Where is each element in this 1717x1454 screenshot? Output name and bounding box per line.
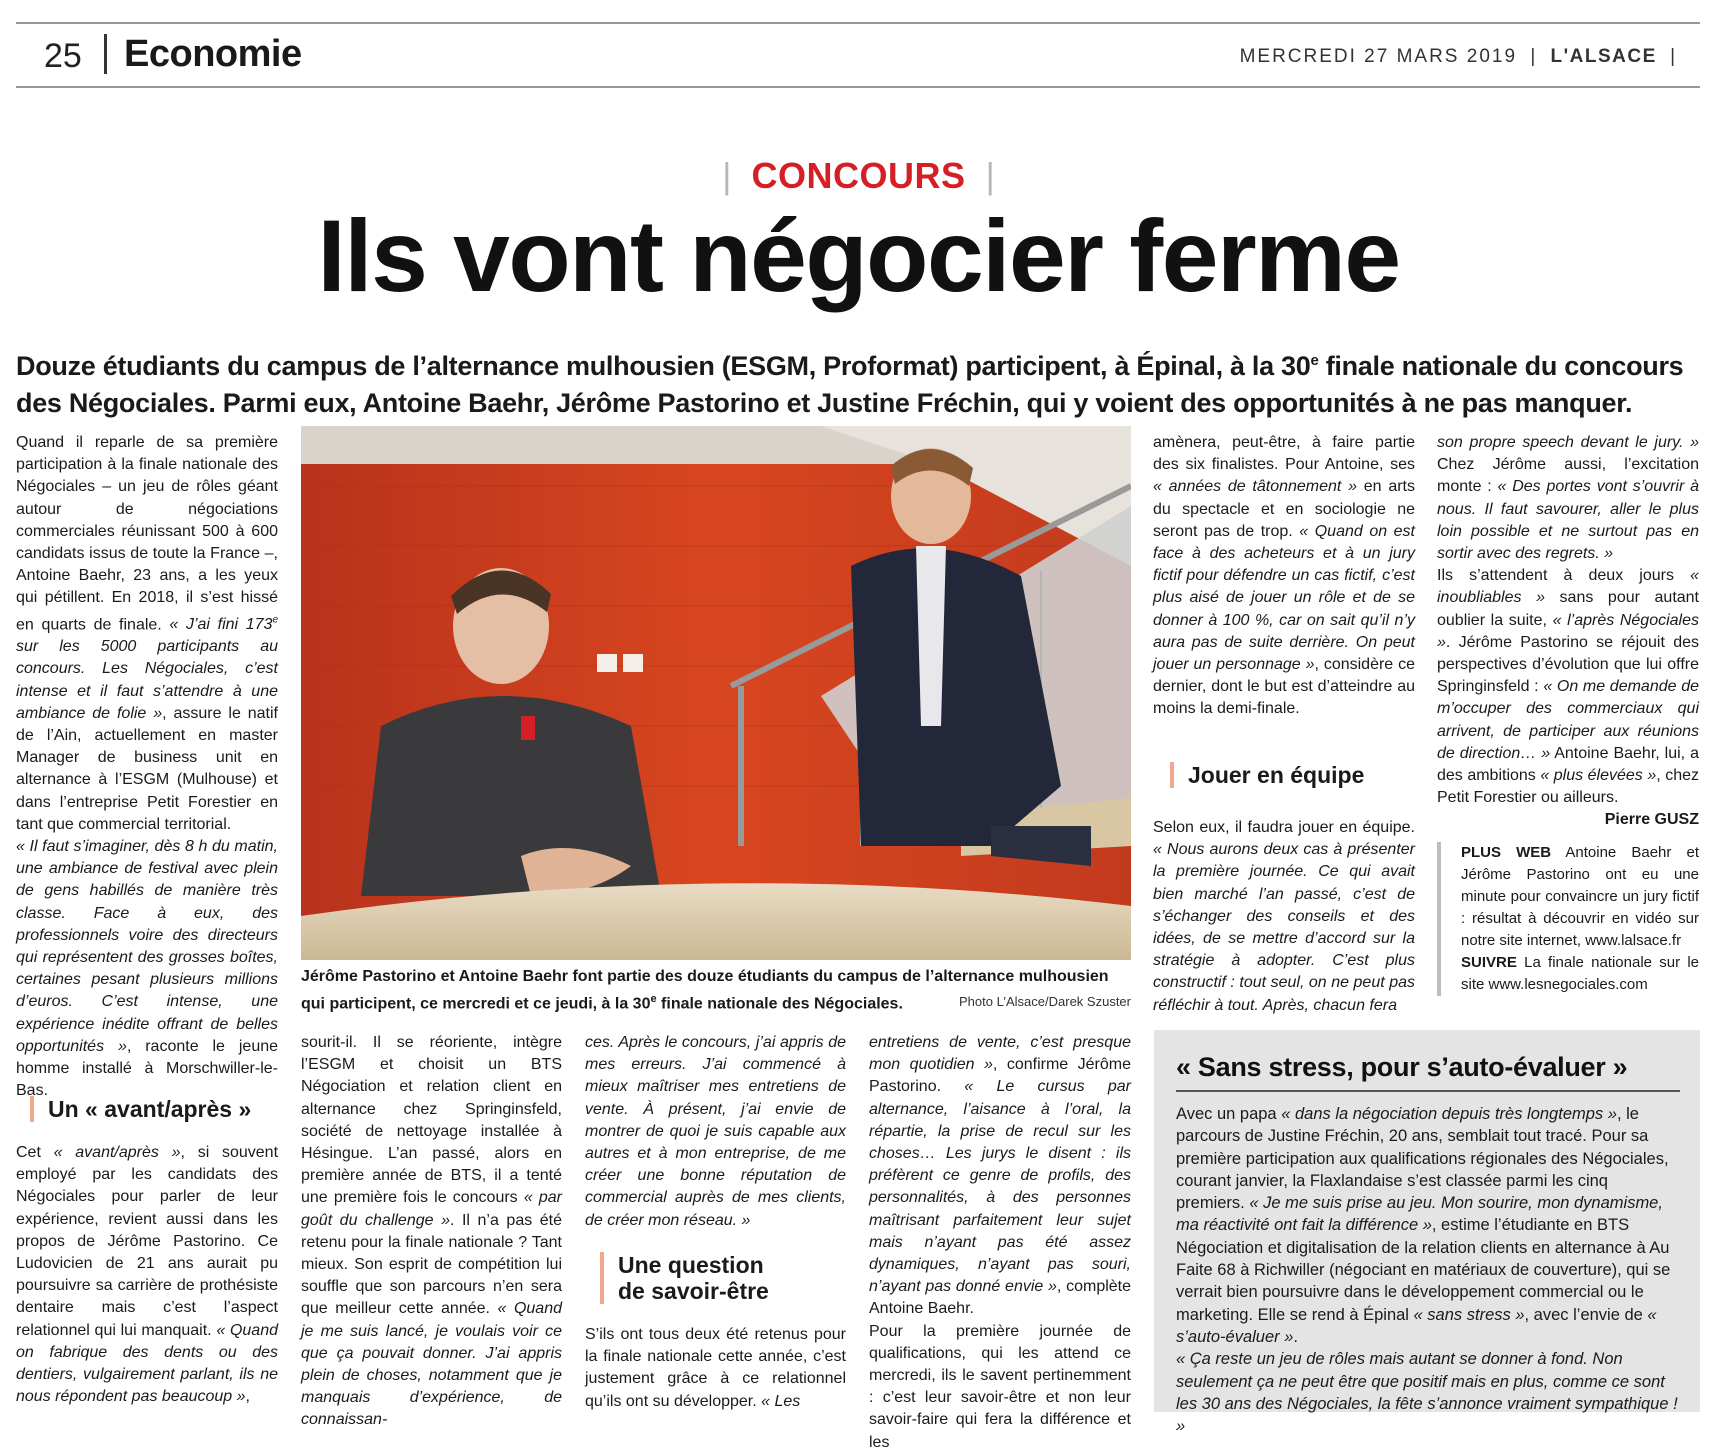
plus-web-text: Antoine Baehr et Jérôme Pastorino ont eu une minute pour convaincre un jury fictif : résultat à découvrir en vidéo sur notre site internet, www.lalsace.fr (1461, 844, 1699, 949)
follow-label: SUIVRE (1461, 954, 1517, 971)
article-photo (301, 426, 1131, 960)
article-signature: Pierre GUSZ (1604, 811, 1699, 829)
page-number: 25 (44, 37, 82, 75)
article-title: Ils vont négocier ferme (317, 199, 1400, 313)
sidebar-box-title: « Sans stress, pour s’auto-évaluer » (1176, 1050, 1680, 1092)
body-column-6: son propre speech devant le jury. » Chez Jérôme aussi, l’excitation monte : « Des portes vont s’ouvrir à nous. Il faut savourer, aller le plus loin possible et ne surtout pas en sortir avec des regrets. » Ils s’attendent à deux jours « inoubliables » sans pour autant oublier la suite, « l’après Négociales ». Jérôme Pastorino se réjouit des perspectives d’évolution que lui offre Springinsfeld : « On me demande de m’occuper des commerciaux qui arrivent, de participer aux réunions de direction… » Antoine Baehr, lui, a des ambitions « plus élevées », chez Petit Forestier ou ailleurs. Pierre GUSZ (1437, 432, 1699, 832)
newspaper-name: L'ALSACE (1550, 46, 1657, 67)
header-top-rule (16, 22, 1700, 24)
kicker-text: CONCOURS (751, 155, 966, 196)
inter-heading-line-2: de savoir-être (618, 1278, 769, 1304)
inter-heading-savoir-etre (600, 1252, 769, 1304)
dateline: MERCREDI 27 MARS 2019 | L'ALSACE | (1239, 46, 1677, 67)
photo-illustration (301, 426, 1131, 960)
body-column-1: Quand il reparle de sa première participation à la finale nationale des Négociales – un jeu de rôles géant autour de négociations commerciales réunissant 500 à 600 candidats issus de toute la France –, Antoine Baehr, 23 ans, a les yeux qui pétillent. En 2018, il s’est hissé en quarts de finale. « J’ai fini 173e sur les 5000 participants au concours. Les Négociales, c’est intense et il faut s’attendre à une ambiance de folie », assure le natif de l’Ain, actuellement en master Manager de business unit en alternance à l’ESGM (Mulhouse) et dans l’entreprise Petit Forestier en tant que commercial territorial. « Il faut s’imaginer, dès 8 h du matin, une ambiance de festival avec plein de gens habillés de manière très classe. Face à eux, des professionnels voire des directeurs qui représentent des grosses boîtes, certaines pesant plusieurs millions d’euros. C’est intense, une expérience inédite offrant de belles opportunités », raconte le jeune homme installé à Morschwiller-le-Bas. (16, 434, 279, 1100)
inter-heading-avant-apres: Un « avant/après » (30, 1096, 251, 1122)
header-bottom-rule (16, 86, 1700, 88)
body-column-2: sourit-il. Il se réoriente, intègre l’ESGM et choisit un BTS Négociation et relation client en alternance chez Springinsfeld, société de nettoyage installée à Hésingue. L’an passé, alors en première année de BTS, il a tenté une première fois le concours « par goût du challenge ». Il n’a pas été retenu pour la finale nationale ? Tant mieux. Son esprit de compétition lui souffle que son parcours n’en sera que meilleur cette année. « Quand je me suis lancé, je voulais voir ce que ça pouvait donner. J’ai appris plein de choses, notamment que je manquais d’expérience, de connaissan- (301, 1034, 563, 1429)
plus-web-label: PLUS WEB (1461, 844, 1552, 861)
header-separator (104, 34, 107, 74)
sidebar-box-body: Avec un papa « dans la négociation depuis très longtemps », le parcours de Justine Fréchin, 20 ans, semblait tout tracé. Pour sa première participation aux qualifications régionales des Négociales, courant janvier, la Flaxlandaise s’est classée parmi les cinq premiers. « Je me suis prise au jeu. Mon sourire, mon dynamisme, ma réactivité ont fait la différence », estime l’étudiante en BTS Négociation et digitalisation de la relation clients en alternance à Au Faite 68 à Richwiller (négociant en matériaux de couverture), qui se verrait bien poursuivre dans le développement commercial ou le marketing. Elle se rend à Épinal « sans stress », avec l’envie de « s’auto-évaluer ». « Ça reste un jeu de rôles mais autant se donner à fond. Non seulement ça ne peut être que positif mais en plus, comme ce sont les 30 ans des Négociales, la fête s’annonce vraiment sympathique ! » (1176, 1105, 1678, 1436)
body-column-5-continued: Selon eux, il faudra jouer en équipe. « Nous aurons deux cas à présenter la première journée. Ce qui avait bien marché l’an passé, c’est de s’échanger des conseils et des idées, de se mettre d’accord sur la stratégie à adopter. C’est plus constructif : tout seul, on ne peut pas réfléchir à tout. Après, chacun fera (1153, 819, 1415, 1014)
photo-caption: Jérôme Pastorino et Antoine Baehr font partie des douze étudiants du campus de l’alternance mulhousien qui participent, ce mercredi et ce jeudi, à la 30e finale nationale des Négociales. Photo L’Alsace/Darek Szuster (301, 968, 1131, 1013)
body-column-3: ces. Après le concours, j’ai appris de mes erreurs. J’ai commencé à mieux maîtriser mes entretiens de vente. À présent, j’ai envie de montrer de quoi je suis capable aux autres et à mon entreprise, de me créer une bonne réputation de commercial auprès de mes clients, de créer mon réseau. » (585, 1034, 846, 1229)
follow-text: La finale nationale sur le site www.lesnegociales.com (1461, 954, 1699, 993)
article-kicker: | CONCOURS | (722, 155, 995, 196)
section-title: Economie (124, 33, 302, 75)
article-chapeau: Douze étudiants du campus de l’alternance mulhousien (ESGM, Proformat) participent, à Épinal, à la 30e finale nationale du concours des Négociales. Parmi eux, Antoine Baehr, Jérôme Pastorino et Justine Fréchin, qui y voient des opportunités à ne pas manquer. (16, 351, 1684, 418)
issue-date: MERCREDI 27 MARS 2019 (1239, 46, 1518, 67)
body-column-4: entretiens de vente, c’est presque mon quotidien », confirme Jérôme Pastorino. « Le cursus par alternance, l’aisance à l’oral, la répartie, la prise de recul sur les choses… Les jurys le disent : ils préfèrent ce genre de profils, des personnalités, à des personnes maîtrisant parfaitement leur sujet mais n’ayant pas été assez dynamiques, n’ayant pas souri, n’ayant pas donné envie », complète Antoine Baehr. Pour la première journée de qualifications, qui les attend ce mercredi, ils le savent pertinemment : c’est leur savoir-être et non leur savoir-faire qui fera la différence et les (869, 1034, 1132, 1451)
inter-heading-line-1: Une question (618, 1252, 764, 1278)
body-column-3-continued: S’ils ont tous deux été retenus pour la finale nationale cette année, c’est justement grâce à ce relationnel qu’ils ont su développer. « Les (585, 1326, 846, 1410)
plus-web-box (1437, 842, 1699, 996)
inter-heading-jouer-en-equipe: Jouer en équipe (1170, 762, 1364, 788)
body-column-1-continued: Cet « avant/après », si souvent employé par les candidats des Négociales pour parler de leur expérience, revient aussi dans les propos de Jérôme Pastorino. Ce Ludovicien de 21 ans aurait pu poursuivre sa carrière de prothésiste dentaire mais c’est l’aspect relationnel qui lui manquait. « Quand on fabrique des dents ou des dentiers, vulgairement parlant, ils ne nous répondent pas beaucoup », (16, 1144, 279, 1406)
body-column-5: amènera, peut-être, à faire partie des six finalistes. Pour Antoine, ses « années de tâtonnement » en arts du spectacle et en sociologie ne seront pas de trop. « Quand on est face à des acheteurs et à un jury fictif pour défendre un cas fictif, c’est plus aisé de jouer un rôle et de se donner à 100 %, car on sait qu’il n’y aura pas de suite derrière. On peut jouer un personnage », considère ce dernier, dont le but est d’atteindre au moins la demi-finale. (1153, 434, 1416, 718)
photo-credit: Photo L’Alsace/Darek Szuster (959, 994, 1131, 1009)
